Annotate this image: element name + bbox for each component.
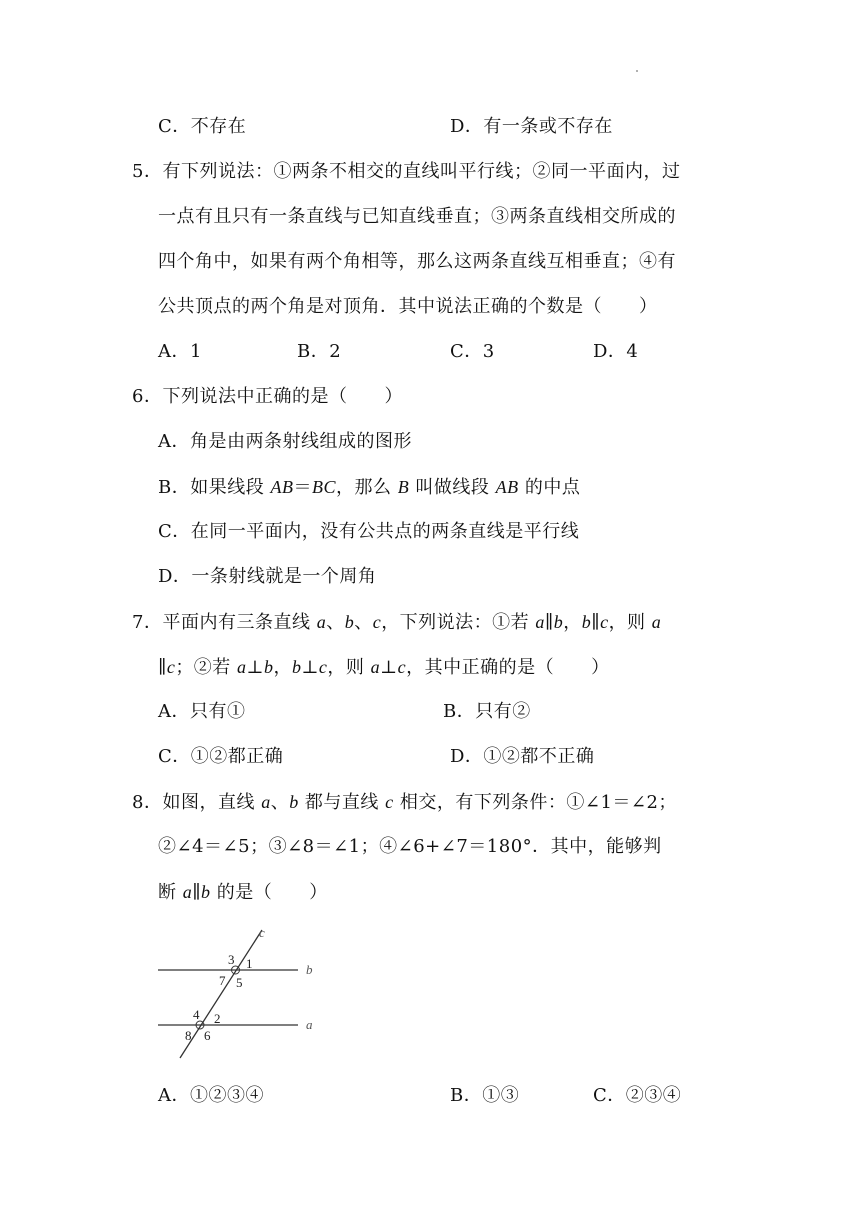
q7-option-a: A．只有① xyxy=(158,701,246,722)
angle-7: 7 xyxy=(219,973,226,988)
parallel-lines-figure xyxy=(150,925,330,1065)
q8-option-a: A．①②③④ xyxy=(158,1085,264,1106)
angle-3: 3 xyxy=(228,952,235,967)
page-mark xyxy=(636,70,638,72)
q6-option-b: B．如果线段 AB＝BC，那么 B 叫做线段 AB 的中点 xyxy=(158,477,581,498)
q7-stem-line-2: ∥c；②若 a⊥b，b⊥c，则 a⊥c，其中正确的是（ ） xyxy=(158,657,610,678)
q7-option-d: D．①②都不正确 xyxy=(450,746,595,767)
q4-option-c: C．不存在 xyxy=(158,116,247,137)
q7-option-b: B．只有② xyxy=(443,701,531,722)
q5-stem-line-2: 一点有且只有一条直线与已知直线垂直；③两条直线相交所成的 xyxy=(158,206,676,227)
q5-option-d: D．4 xyxy=(593,341,639,362)
q6-option-c: C．在同一平面内，没有公共点的两条直线是平行线 xyxy=(158,521,580,542)
q8-stem-line-3: 断 a∥b 的是（ ） xyxy=(158,882,328,903)
label-a: a xyxy=(306,1017,313,1032)
q8-stem-line-2: ②∠4＝∠5；③∠8＝∠1；④∠6+∠7＝180°．其中，能够判 xyxy=(158,836,662,857)
label-b: b xyxy=(306,962,313,977)
angle-2: 2 xyxy=(214,1011,221,1026)
angle-4: 4 xyxy=(193,1007,200,1022)
angle-1: 1 xyxy=(246,956,253,971)
q4-option-d: D．有一条或不存在 xyxy=(450,116,613,137)
q7-stem-line-1: 7．平面内有三条直线 a、b、c，下列说法：①若 a∥b，b∥c，则 a xyxy=(132,612,662,633)
line-c xyxy=(180,930,262,1058)
angle-5: 5 xyxy=(236,975,243,990)
q6-option-a: A．角是由两条射线组成的图形 xyxy=(158,431,412,452)
q5-option-c: C．3 xyxy=(450,341,495,362)
q8-option-c: C．②③④ xyxy=(593,1085,682,1106)
q5-option-a: A．1 xyxy=(158,341,202,362)
q5-stem-line-4: 公共顶点的两个角是对顶角．其中说法正确的个数是（ ） xyxy=(158,296,658,317)
q5-stem-line-3: 四个角中，如果有两个角相等，那么这两条直线互相垂直；④有 xyxy=(158,251,676,272)
q5-stem-line-1: 5．有下列说法：①两条不相交的直线叫平行线；②同一平面内，过 xyxy=(132,161,681,182)
q8-option-b: B．①③ xyxy=(450,1085,520,1106)
q8-stem-line-1: 8．如图，直线 a、b 都与直线 c 相交，有下列条件：①∠1＝∠2； xyxy=(132,792,677,813)
angle-8: 8 xyxy=(185,1028,192,1043)
label-c: c xyxy=(259,925,265,940)
q5-option-b: B．2 xyxy=(297,341,342,362)
q6-stem: 6．下列说法中正确的是（ ） xyxy=(132,386,403,407)
q7-option-c: C．①②都正确 xyxy=(158,746,284,767)
angle-6: 6 xyxy=(204,1028,211,1043)
q6-option-d: D．一条射线就是一个周角 xyxy=(158,566,377,587)
